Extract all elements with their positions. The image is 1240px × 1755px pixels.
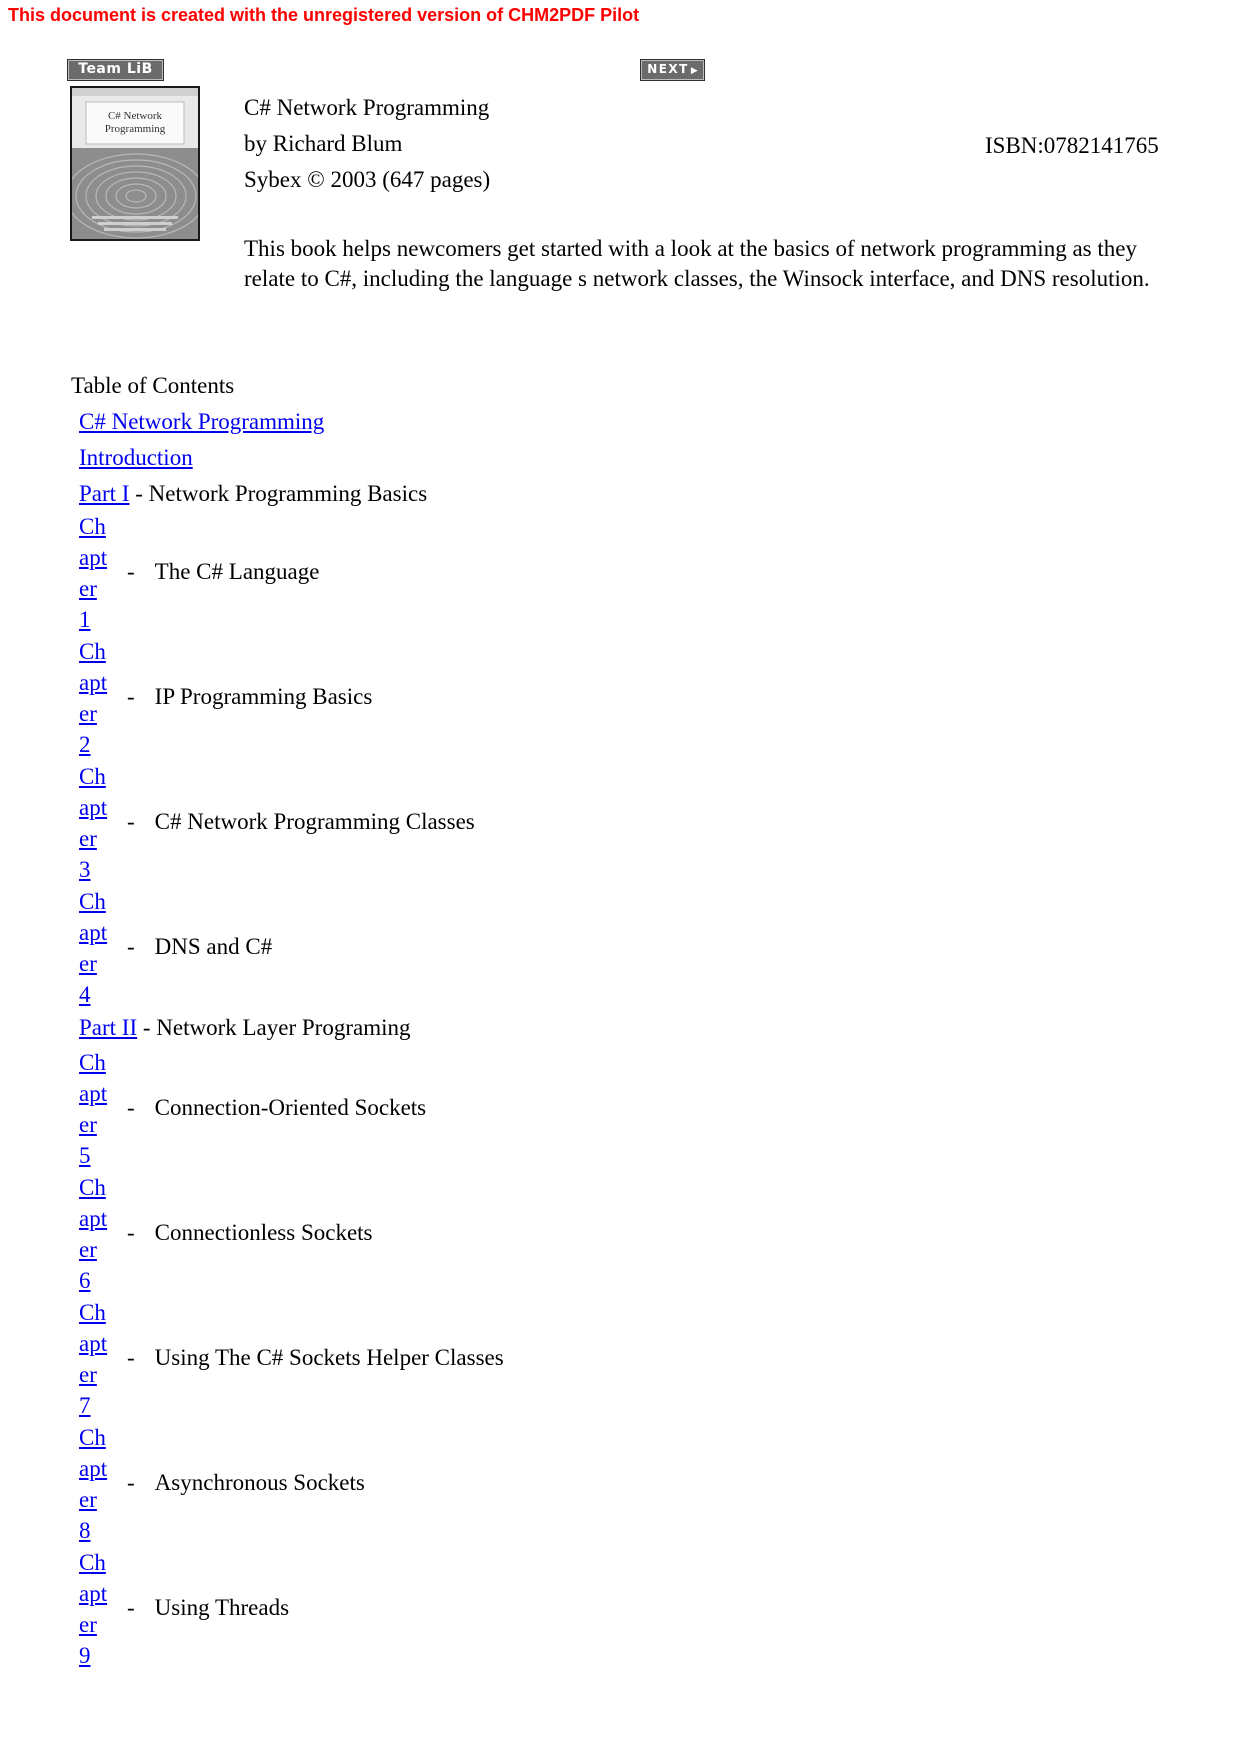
toc-link-chapter-3[interactable]: Ch apt er 3 xyxy=(79,764,108,882)
toc-link-chapter-8[interactable]: Ch apt er 8 xyxy=(79,1425,108,1543)
toc-chapter-7 xyxy=(79,1297,504,1423)
book-isbn: ISBN:0782141765 xyxy=(985,133,1159,158)
toc-chapter-8-title: - Asynchronous Sockets xyxy=(127,1470,365,1495)
toc-link-chapter-1[interactable]: Ch apt er 1 xyxy=(79,514,108,632)
next-label: NEXT xyxy=(647,62,689,76)
toc-chapter-5-title: - Connection-Oriented Sockets xyxy=(127,1095,427,1120)
cover-title-line1: C# Network xyxy=(107,110,163,122)
toc-heading: Table of Contents xyxy=(71,373,235,398)
book-author: by Richard Blum xyxy=(244,131,403,156)
toc-chapter-7-title: - Using The C# Sockets Helper Classes xyxy=(127,1345,504,1370)
next-button[interactable] xyxy=(640,59,705,81)
toc-part-2-title: - Network Layer Programing xyxy=(137,1015,411,1040)
toc-chapter-4 xyxy=(79,886,479,1012)
toc-chapter-3-title: - C# Network Programming Classes xyxy=(127,809,475,834)
watermark-banner: This document is created with the unregistered version of CHM2PDF Pilot xyxy=(8,5,640,25)
toc-link-chapter-9[interactable]: Ch apt er 9 xyxy=(79,1550,108,1668)
toc-entry-introduction xyxy=(79,444,193,472)
toc-link-chapter-5[interactable]: Ch apt er 5 xyxy=(79,1050,108,1168)
toc-link-chapter-7[interactable]: Ch apt er 7 xyxy=(79,1300,108,1418)
toc-chapter-8 xyxy=(79,1422,479,1548)
toc-chapter-9-title: - Using Threads xyxy=(127,1595,290,1620)
toc-link-part-2[interactable]: Part II xyxy=(79,1015,138,1040)
toc-part-2 xyxy=(79,1014,411,1042)
toc-chapter-2-title: - IP Programming Basics xyxy=(127,684,373,709)
book-cover-image xyxy=(70,86,200,241)
toc-link-chapter-6[interactable]: Ch apt er 6 xyxy=(79,1175,108,1293)
toc-chapter-9 xyxy=(79,1547,479,1673)
toc-link-book-title[interactable]: C# Network Programming xyxy=(79,409,325,434)
toc-chapter-5 xyxy=(79,1047,479,1173)
toc-chapter-1-title: - The C# Language xyxy=(127,559,320,584)
toc-chapter-2 xyxy=(79,636,479,762)
book-publisher: Sybex © 2003 (647 pages) xyxy=(244,167,491,192)
toc-chapter-3 xyxy=(79,761,479,887)
toc-link-chapter-4[interactable]: Ch apt er 4 xyxy=(79,889,108,1007)
book-description: This book helps newcomers get started with a look at the basics of network programming as they relate to C#, including the language s network classes, the Winsock interface, and DNS resolution. xyxy=(244,236,1150,291)
toc-part-1 xyxy=(79,480,427,508)
cover-art xyxy=(72,88,198,239)
next-arrow-icon: ▶ xyxy=(690,66,698,76)
book-title: C# Network Programming xyxy=(244,95,490,120)
toc-link-introduction[interactable]: Introduction xyxy=(79,445,193,470)
cover-title-line2: Programming xyxy=(104,123,166,135)
toc-entry-book-title xyxy=(79,408,324,436)
toc-chapter-4-title: - DNS and C# xyxy=(127,934,273,959)
toc-part-1-title: - Network Programming Basics xyxy=(129,481,428,506)
toc-chapter-6-title: - Connectionless Sockets xyxy=(127,1220,373,1245)
toc-chapter-6 xyxy=(79,1172,479,1298)
toc-link-chapter-2[interactable]: Ch apt er 2 xyxy=(79,639,108,757)
team-lib-button[interactable]: Team LiB xyxy=(67,59,164,81)
toc-chapter-1 xyxy=(79,511,479,637)
toc-link-part-1[interactable]: Part I xyxy=(79,481,130,506)
